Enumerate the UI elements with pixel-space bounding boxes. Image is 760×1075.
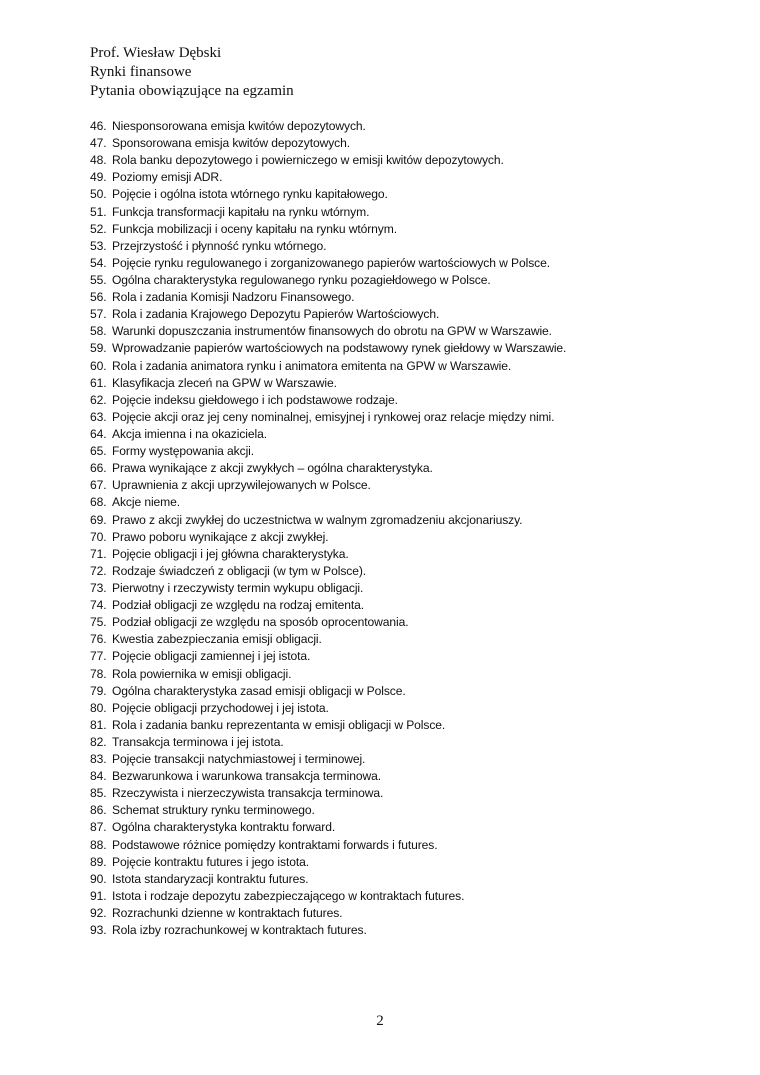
- question-item: [90, 922, 730, 939]
- question-item: [90, 734, 730, 751]
- question-text: Ogólna charakterystyka regulowanego rynku pozagiełdowego w Polsce.: [112, 272, 491, 287]
- question-text: Poziomy emisji ADR.: [112, 170, 223, 185]
- question-text: Kwestia zabezpieczania emisji obligacji.: [112, 632, 322, 647]
- question-item: [90, 289, 730, 306]
- question-number: 50.: [90, 187, 107, 202]
- question-item: [90, 477, 730, 494]
- question-item: [90, 802, 730, 819]
- question-item: [90, 563, 730, 580]
- question-number: 93.: [90, 923, 107, 938]
- question-text: Pojęcie akcji oraz jej ceny nominalnej, emisyjnej i rynkowej oraz relacje między nimi.: [112, 409, 555, 424]
- question-number: 55.: [90, 272, 107, 287]
- question-number: 58.: [90, 324, 107, 339]
- question-text: Podstawowe różnice pomiędzy kontraktami forwards i futures.: [112, 837, 438, 852]
- question-item: [90, 375, 730, 392]
- question-text: Pojęcie kontraktu futures i jego istota.: [112, 854, 309, 869]
- question-text: Prawo z akcji zwykłej do uczestnictwa w walnym zgromadzeniu akcjonariuszy.: [112, 512, 523, 527]
- question-text: Akcje nieme.: [112, 495, 181, 510]
- question-number: 66.: [90, 461, 107, 476]
- question-item: [90, 837, 730, 854]
- question-text: Pojęcie i ogólna istota wtórnego rynku kapitałowego.: [112, 187, 388, 202]
- question-number: 88.: [90, 837, 107, 852]
- question-item: [90, 819, 730, 836]
- question-number: 60.: [90, 358, 107, 373]
- question-item: [90, 135, 730, 152]
- question-number: 51.: [90, 204, 107, 219]
- question-text: Niesponsorowana emisja kwitów depozytowych.: [112, 119, 366, 133]
- question-number: 64.: [90, 426, 107, 441]
- question-item: [90, 614, 730, 631]
- question-text: Podział obligacji ze względu na rodzaj emitenta.: [112, 598, 365, 613]
- question-item: [90, 666, 730, 683]
- question-text: Klasyfikacja zleceń na GPW w Warszawie.: [112, 375, 337, 390]
- question-item: [90, 409, 730, 426]
- question-number: 52.: [90, 221, 107, 236]
- question-text: Bezwarunkowa i warunkowa transakcja terminowa.: [112, 769, 381, 784]
- question-text: Formy występowania akcji.: [112, 444, 254, 459]
- question-item: [90, 546, 730, 563]
- question-number: 74.: [90, 598, 107, 613]
- question-text: Istota standaryzacji kontraktu futures.: [112, 871, 309, 886]
- question-number: 91.: [90, 888, 107, 903]
- question-number: 73.: [90, 580, 107, 595]
- question-number: 57.: [90, 307, 107, 322]
- question-item: [90, 494, 730, 511]
- question-item: [90, 854, 730, 871]
- question-text: Ogólna charakterystyka kontraktu forward.: [112, 820, 336, 835]
- question-text: Rola i zadania Komisji Nadzoru Finansowego.: [112, 290, 355, 305]
- question-item: [90, 751, 730, 768]
- question-text: Pojęcie obligacji i jej główna charakterystyka.: [112, 546, 349, 561]
- question-item: [90, 238, 730, 255]
- question-text: Schemat struktury rynku terminowego.: [112, 803, 315, 818]
- question-text: Akcja imienna i na okaziciela.: [112, 426, 267, 441]
- question-item: [90, 358, 730, 375]
- question-item: [90, 512, 730, 529]
- question-text: Pojęcie obligacji zamiennej i jej istota.: [112, 649, 311, 664]
- question-item: [90, 683, 730, 700]
- question-number: 72.: [90, 563, 107, 578]
- page-number: 2: [376, 1013, 384, 1029]
- course-title: Rynki finansowe: [90, 64, 192, 80]
- author-name: Prof. Wiesław Dębski: [90, 45, 222, 61]
- question-number: 77.: [90, 649, 107, 664]
- question-text: Warunki dopuszczania instrumentów finansowych do obrotu na GPW w Warszawie.: [112, 324, 552, 339]
- question-text: Pojęcie obligacji przychodowej i jej istota.: [112, 700, 329, 715]
- question-number: 47.: [90, 136, 107, 151]
- question-item: [90, 648, 730, 665]
- question-text: Rola powiernika w emisji obligacji.: [112, 666, 292, 681]
- question-text: Prawo poboru wynikające z akcji zwykłej.: [112, 529, 329, 544]
- question-item: [90, 717, 730, 734]
- question-number: 65.: [90, 444, 107, 459]
- question-item: [90, 700, 730, 717]
- question-number: 86.: [90, 803, 107, 818]
- question-text: Pojęcie indeksu giełdowego i ich podstawowe rodzaje.: [112, 392, 398, 407]
- question-item: [90, 272, 730, 289]
- question-number: 80.: [90, 700, 107, 715]
- question-item: [90, 118, 730, 135]
- question-number: 89.: [90, 854, 107, 869]
- question-number: 54.: [90, 255, 107, 270]
- question-number: 69.: [90, 512, 107, 527]
- question-number: 81.: [90, 717, 107, 732]
- question-text: Prawa wynikające z akcji zwykłych – ogólna charakterystyka.: [112, 461, 433, 476]
- question-item: [90, 221, 730, 238]
- question-number: 68.: [90, 495, 107, 510]
- question-item: [90, 306, 730, 323]
- question-number: 83.: [90, 752, 107, 767]
- question-number: 82.: [90, 734, 107, 749]
- question-number: 78.: [90, 666, 107, 681]
- question-item: [90, 905, 730, 922]
- question-number: 79.: [90, 683, 107, 698]
- question-number: 76.: [90, 632, 107, 647]
- document-subtitle: Pytania obowiązujące na egzamin: [90, 83, 294, 99]
- question-item: [90, 186, 730, 203]
- question-text: Uprawnienia z akcji uprzywilejowanych w Polsce.: [112, 478, 371, 493]
- question-item: [90, 443, 730, 460]
- question-item: [90, 597, 730, 614]
- question-number: 53.: [90, 238, 107, 253]
- question-item: [90, 785, 730, 802]
- question-text: Rola i zadania banku reprezentanta w emisji obligacji w Polsce.: [112, 717, 446, 732]
- question-text: Rodzaje świadczeń z obligacji (w tym w Polsce).: [112, 563, 367, 578]
- question-text: Rola i zadania Krajowego Depozytu Papierów Wartościowych.: [112, 307, 440, 322]
- question-item: [90, 529, 730, 546]
- question-item: [90, 169, 730, 186]
- question-number: 75.: [90, 615, 107, 630]
- question-text: Rzeczywista i nierzeczywista transakcja terminowa.: [112, 786, 384, 801]
- question-text: Pierwotny i rzeczywisty termin wykupu obligacji.: [112, 580, 364, 595]
- question-item: [90, 580, 730, 597]
- question-item: [90, 426, 730, 443]
- question-text: Rola i zadania animatora rynku i animatora emitenta na GPW w Warszawie.: [112, 358, 512, 373]
- question-item: [90, 340, 730, 357]
- question-number: 92.: [90, 906, 107, 921]
- exam-question-list: [90, 118, 730, 939]
- question-text: Pojęcie rynku regulowanego i zorganizowanego papierów wartościowych w Polsce.: [112, 255, 550, 270]
- question-item: [90, 888, 730, 905]
- question-number: 70.: [90, 529, 107, 544]
- question-number: 71.: [90, 546, 107, 561]
- question-number: 48.: [90, 153, 107, 168]
- question-number: 67.: [90, 478, 107, 493]
- question-text: Rola banku depozytowego i powierniczego w emisji kwitów depozytowych.: [112, 153, 504, 168]
- question-item: [90, 152, 730, 169]
- question-text: Wprowadzanie papierów wartościowych na podstawowy rynek giełdowy w Warszawie.: [112, 341, 567, 356]
- question-item: [90, 204, 730, 221]
- question-item: [90, 392, 730, 409]
- question-text: Pojęcie transakcji natychmiastowej i terminowej.: [112, 752, 366, 767]
- question-number: 62.: [90, 392, 107, 407]
- question-number: 49.: [90, 170, 107, 185]
- question-item: [90, 255, 730, 272]
- question-text: Transakcja terminowa i jej istota.: [112, 734, 284, 749]
- question-text: Funkcja mobilizacji i oceny kapitału na rynku wtórnym.: [112, 221, 397, 236]
- question-item: [90, 871, 730, 888]
- question-number: 59.: [90, 341, 107, 356]
- question-number: 90.: [90, 871, 107, 886]
- question-text: Ogólna charakterystyka zasad emisji obligacji w Polsce.: [112, 683, 406, 698]
- question-number: 61.: [90, 375, 107, 390]
- question-item: [90, 460, 730, 477]
- question-text: Rola izby rozrachunkowej w kontraktach futures.: [112, 923, 367, 938]
- question-number: 85.: [90, 786, 107, 801]
- question-item: [90, 323, 730, 340]
- document-header: [90, 44, 294, 101]
- question-number: 84.: [90, 769, 107, 784]
- question-text: Istota i rodzaje depozytu zabezpieczającego w kontraktach futures.: [112, 888, 465, 903]
- question-text: Przejrzystość i płynność rynku wtórnego.: [112, 238, 327, 253]
- question-number: 46.: [90, 119, 107, 133]
- question-text: Rozrachunki dzienne w kontraktach futures.: [112, 906, 343, 921]
- question-text: Sponsorowana emisja kwitów depozytowych.: [112, 136, 350, 151]
- question-item: [90, 768, 730, 785]
- question-number: 63.: [90, 409, 107, 424]
- question-number: 87.: [90, 820, 107, 835]
- question-text: Podział obligacji ze względu na sposób oprocentowania.: [112, 615, 409, 630]
- question-item: [90, 631, 730, 648]
- question-number: 56.: [90, 290, 107, 305]
- question-text: Funkcja transformacji kapitału na rynku wtórnym.: [112, 204, 370, 219]
